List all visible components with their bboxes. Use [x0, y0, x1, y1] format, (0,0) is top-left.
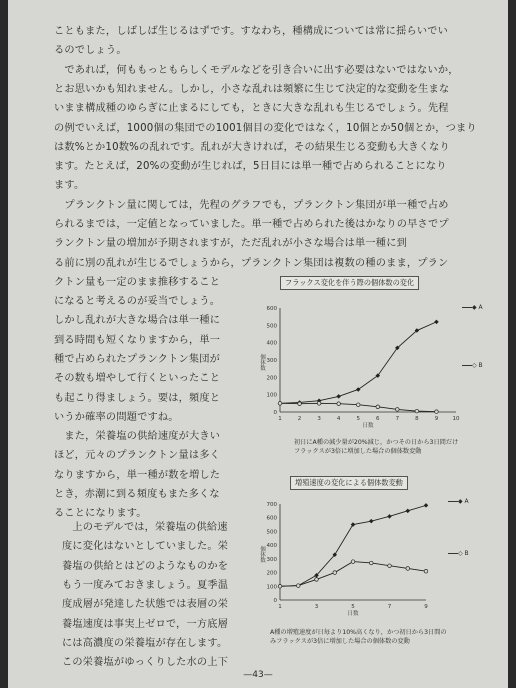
text-line: とき，赤潮に到る頻度もまた多くな	[54, 489, 220, 500]
y-tick-label: 300	[266, 358, 277, 364]
text-line: も起こり得ましょう。要は，頻度と	[54, 392, 221, 404]
data-point-B	[356, 403, 360, 407]
y-tick-label: 300	[266, 556, 277, 563]
x-tick-label: 5	[351, 604, 355, 610]
text-line: には高濃度の栄養塩が存在します。	[62, 637, 228, 649]
data-point-B	[376, 405, 380, 409]
chart1-caption-line1: 初日にA種の減少量が20%減じ，かつその日から3日間だけ	[294, 439, 459, 446]
text-line: いうか確率の問題ですね。	[54, 411, 179, 423]
data-point-B	[333, 571, 337, 575]
text-line: 到る時間も短くなりますから，単一	[54, 334, 221, 346]
text-line: ほど，元々のプランクトン量は多く	[54, 450, 220, 462]
chart2-caption	[270, 628, 447, 646]
data-point-B	[315, 578, 319, 582]
series-line-B	[280, 562, 426, 587]
data-point-B	[278, 402, 282, 406]
data-point-B	[369, 561, 373, 565]
y-tick-label: 100	[266, 392, 277, 399]
x-tick-label: 8	[415, 416, 419, 422]
chart1	[248, 294, 478, 434]
x-axis-label: 日数	[362, 423, 374, 429]
data-point-B	[296, 584, 300, 588]
text-line: は数%とか10数%の乱れです。乱れが大きければ，その結果生じる変動も大きくなり	[54, 141, 450, 153]
text-line: であれば，何ももっともらしくモデルなどを引き合いに出す必要はないではないか，	[54, 64, 459, 76]
data-point-A	[351, 522, 356, 527]
chart1-caption	[294, 438, 458, 456]
text-line: ます。たとえば，20%の変動が生じれば，5日目には単一種で占められることになり	[54, 161, 447, 173]
chart2-legend-b-label: B	[464, 550, 469, 557]
text-line: 種で占められたプランクトン集団が	[54, 353, 220, 365]
text-line: こともまた，しばしば生じるはずです。すなわち，種構成については常に揺らいでい	[54, 26, 449, 37]
y-tick-label: 0	[273, 598, 277, 604]
text-line: ランクトン量の増加が予期されますが，ただ乱れが小さな場合は単一種に到	[54, 238, 407, 250]
data-point-A	[336, 394, 341, 399]
x-tick-label: 7	[395, 416, 400, 422]
text-line: ることになります。	[54, 508, 147, 520]
y-tick-label: 500	[266, 529, 277, 536]
chart1-caption-line2: フラックスが3倍に増加した場合の個体数変動	[294, 448, 422, 455]
x-tick-label: 1	[278, 416, 282, 422]
text-line: この栄養塩がゆっくりした水の上下	[62, 657, 229, 669]
x-tick-label: 7	[387, 604, 392, 610]
chart2-title: 増殖速度の変化による個体数変動	[290, 476, 408, 490]
y-tick-label: 400	[266, 340, 277, 347]
x-axis-label: 日数	[347, 611, 359, 617]
text-line: ます。	[54, 180, 85, 192]
chart1-legend-a-marker: ◆	[472, 304, 477, 311]
data-point-B	[435, 410, 439, 414]
x-tick-label: 6	[376, 416, 380, 422]
y-axis-label: 個体数	[259, 546, 265, 563]
data-point-A	[369, 519, 374, 524]
x-tick-label: 5	[356, 416, 360, 422]
chart2	[248, 494, 468, 624]
document-page: こともまた，しばしば生じるはずです。すなわち，種構成については常に揺らいでい るのでしょう。 であれば，何ももっともらしくモデルなどを引き合いに出す必要はないではないか， とお思いかも知れません。しかし，小さな乱れは頻繁に生じて決定的な変動を生まな いまま構成種のゆらぎに止まるにしても，ときに大きな乱れも生じるでしょう。先程 の例でいえば，1000個の集団での1001個目の変化ではなく，10個とか50個とか，つまり は数%とか10数%の乱れです。乱れが大きければ，その結果生じる変動も大きくなり ます。たとえば，20%の変動が生じれば，5日目には単一種で占められることになり ます。 プランクトン量に関しては，先程のグラフでも，プランクトン集団が単一種で占め られるまでは，一定値となっていました。単一種で占められた後はかなりの早さでプ ランクトン量の増加が予期されますが，ただ乱れが小さな場合は単一種に到 る前に別の乱れが生じるでしょうから，プランクトン集団は複数の種のまま，プラン クトン量も一定のまま推移すること になると考えるのが妥当でしょう。 しかし乱れが大きな場合は単一種に 到る時間も短くなりますから，単一 種で占められたプランクトン集団が その数も増やして行くといったこと も起こり得ましょう。要は，頻度と いうか確率の問題ですね。 また，栄養塩の供給速度が大きい ほど，元々のプランクトン量は多く なりますから，単一種が数を増した とき，赤潮に到る頻度もまた多くな ることになります。 上のモデルでは，栄養塩の供給速 度に変化はないとしていました。栄 養塩の供給とはどのようなものかを もう一度みておきましょう。夏季温 度成層が発達した状態では表層の栄 養塩速度は事実上ゼロで，一方底層 には高濃度の栄養塩が存在します。 この栄養塩がゆっくりした水の上下 フラックス変化を伴う際の個体数の変化 0 100 200 300 400 500 600 1 2 3 4 5 6 7 8 9 10 個体数 日数 ◆ A ◇ B 初日にA種の減少量が20%減じ，かつその日から3日間だけ フラックスが3倍に増加した場合の個体数変動 増殖速度の変化による個体数変動 0 100 200 300 400 500 600 700 1 3 5 7 9 個体数 日数 ◆ A ◇ B A種の増殖速度が日毎より10%高くなり，かつ初日から3日間の みフラックスが3倍に増加した場合の個体数の変動 —43—	[8, 0, 508, 688]
y-tick-label: 400	[266, 543, 277, 550]
x-tick-label: 10	[452, 416, 460, 422]
data-point-B	[424, 569, 428, 573]
text-line: の例でいえば，1000個の集団での1001個目の変化ではなく，10個とか50個とか，つまり	[54, 122, 477, 134]
chart1-legend-b-label: B	[478, 362, 483, 369]
data-point-B	[415, 409, 419, 413]
y-tick-label: 200	[266, 570, 277, 577]
data-point-B	[298, 402, 302, 406]
chart1-legend-a-label: A	[478, 304, 483, 311]
x-tick-label: 3	[317, 416, 321, 422]
data-point-A	[387, 514, 392, 519]
y-tick-label: 700	[266, 502, 277, 508]
data-point-B	[406, 567, 410, 571]
data-point-B	[278, 584, 282, 588]
y-tick-label: 0	[273, 410, 277, 416]
text-line: とお思いかも知れません。しかし，小さな乱れは頻繁に生じて決定的な変動を生まな	[54, 83, 450, 95]
text-line: 養塩の供給とはどのようなものかを	[62, 560, 229, 572]
data-point-A	[405, 509, 410, 514]
text-line: になると考えるのが妥当でしょう。	[54, 296, 221, 307]
y-tick-label: 500	[266, 323, 277, 330]
page-number: —43—	[243, 670, 273, 680]
data-point-B	[351, 560, 355, 564]
series-line-A	[280, 505, 426, 586]
data-point-B	[317, 402, 321, 406]
text-line: プランクトン量に関しては，先程のグラフでも，プランクトン集団が単一種で占め	[54, 199, 449, 211]
data-point-A	[424, 503, 429, 508]
text-line: 養塩速度は事実上ゼロで，一方底層	[62, 618, 228, 630]
x-tick-label: 9	[424, 604, 428, 610]
text-line: 上のモデルでは，栄養塩の供給速	[62, 522, 228, 533]
y-tick-label: 600	[266, 515, 277, 522]
data-point-A	[434, 320, 439, 325]
y-tick-label: 100	[266, 584, 277, 591]
chart1-legend-b-marker: ◇	[472, 362, 477, 369]
x-tick-label: 9	[434, 416, 439, 422]
data-point-B	[337, 402, 341, 406]
x-tick-label: 2	[297, 416, 302, 422]
y-axis-label: 個体数	[259, 354, 265, 371]
text-line: いまま構成種のゆらぎに止まるにしても，ときに大きな乱れも生じるでしょう。先程	[54, 103, 449, 115]
data-point-B	[396, 408, 400, 412]
chart2-caption-line2: みフラックスが3倍に増加した場合の個体数の変動	[270, 638, 410, 645]
text-line: しかし乱れが大きな場合は単一種に	[54, 315, 221, 327]
chart2-legend-a-label: A	[464, 498, 469, 505]
x-tick-label: 4	[336, 416, 341, 422]
text-line: られるまでは，一定値となっていました。単一種で占められた後はかなりの早さでプ	[54, 219, 449, 230]
text-line: 度成層が発達した状態では表層の栄	[62, 599, 229, 611]
y-tick-label: 200	[266, 375, 277, 382]
x-tick-label: 3	[314, 604, 319, 610]
text-line: もう一度みておきましょう。夏季温	[62, 579, 229, 591]
chart1-title: フラックス変化を伴う際の個体数の変化	[280, 276, 419, 290]
text-line: その数も増やして行くといったこと	[54, 373, 221, 385]
text-line: 度に変化はないとしていました。栄	[62, 541, 229, 553]
data-point-B	[388, 564, 392, 568]
text-line: また，栄養塩の供給速度が大きい	[54, 431, 221, 443]
y-tick-label: 600	[266, 306, 277, 312]
x-tick-label: 1	[278, 604, 282, 610]
text-line: る前に別の乱れが生じるでしょうから，プランクトン集団は複数の種のまま，プラン	[54, 257, 449, 269]
text-line: クトン量も一定のまま推移すること	[54, 276, 221, 288]
text-line: るのでしょう。	[54, 45, 127, 57]
chart2-caption-line1: A種の増殖速度が日毎より10%高くなり，かつ初日から3日間の	[270, 629, 447, 636]
text-line: なりますから，単一種が数を増した	[54, 469, 221, 481]
